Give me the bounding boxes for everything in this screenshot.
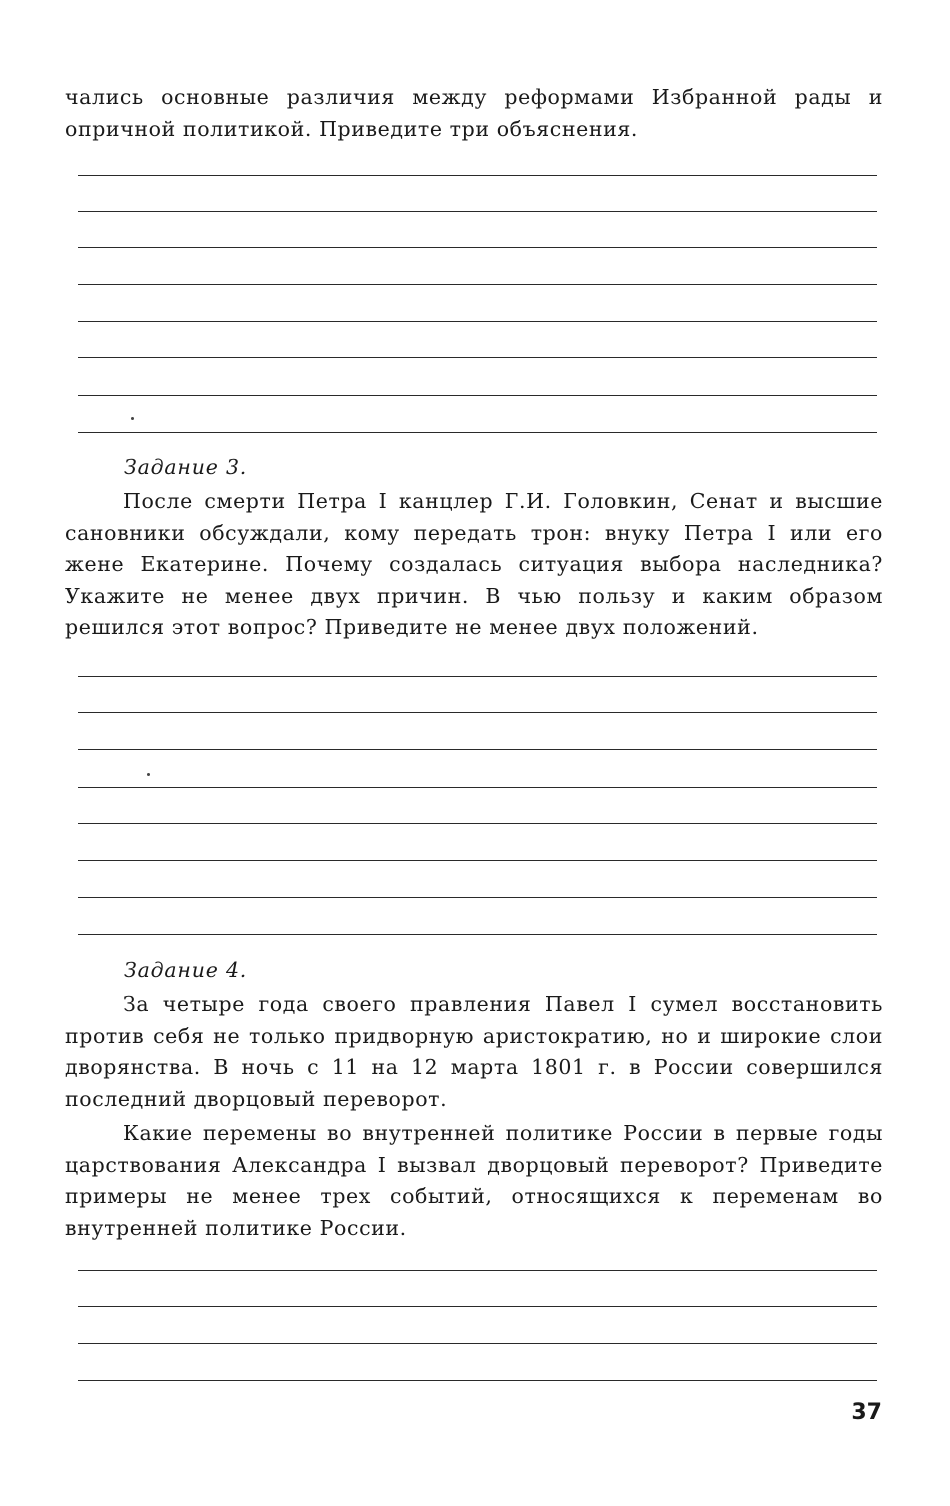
- task3-title: Задание 3.: [124, 455, 248, 479]
- answer-line[interactable]: [78, 357, 877, 358]
- task4-title: Задание 4.: [124, 958, 248, 982]
- answer-line[interactable]: [78, 823, 877, 824]
- answer-line[interactable]: [78, 712, 877, 713]
- answer-line[interactable]: [78, 211, 877, 212]
- answer-line[interactable]: [78, 175, 877, 176]
- answer-line[interactable]: [78, 676, 877, 677]
- task4-paragraph-1: За четыре года своего правления Павел I сумел восстановить против себя не только придворную аристократию, но и широкие слои дворянства. В ночь с 11 на 12 марта 1801 г. в России совершился последний дворцовый переворот.: [65, 992, 883, 1111]
- answer-line[interactable]: [78, 1343, 877, 1344]
- task4-paragraph-2: Какие перемены во внутренней политике России в первые годы царствования Александра I вызвал дворцовый переворот? Приведите примеры не менее трех событий, относящихся к переменам во внутренней политике России.: [65, 1121, 883, 1240]
- answer-line[interactable]: [78, 897, 877, 898]
- answer-line[interactable]: [78, 432, 877, 433]
- answer-line[interactable]: [78, 247, 877, 248]
- print-speck: [131, 417, 134, 420]
- answer-line[interactable]: [78, 395, 877, 396]
- task3-paragraph: После смерти Петра I канцлер Г.И. Головкин, Сенат и высшие сановники обсуждали, кому передать трон: внуку Петра I или его жене Екатерине. Почему создалась ситуация выбора наследника? Укажите не менее двух причин. В чью пользу и каким образом решился этот вопрос? Приведите не менее двух положений.: [65, 489, 883, 639]
- answer-line[interactable]: [78, 1306, 877, 1307]
- answer-line[interactable]: [78, 284, 877, 285]
- answer-line[interactable]: [78, 749, 877, 750]
- answer-line[interactable]: [78, 860, 877, 861]
- answer-line[interactable]: [78, 1270, 877, 1271]
- print-speck: [147, 773, 150, 776]
- answer-line[interactable]: [78, 321, 877, 322]
- answer-line[interactable]: [78, 1380, 877, 1381]
- intro-paragraph: чались основные различия между реформами Избранной рады и опричной политикой. Приведите три объяснения.: [65, 85, 883, 141]
- page-number: 37: [851, 1400, 882, 1425]
- answer-line[interactable]: [78, 934, 877, 935]
- answer-line[interactable]: [78, 787, 877, 788]
